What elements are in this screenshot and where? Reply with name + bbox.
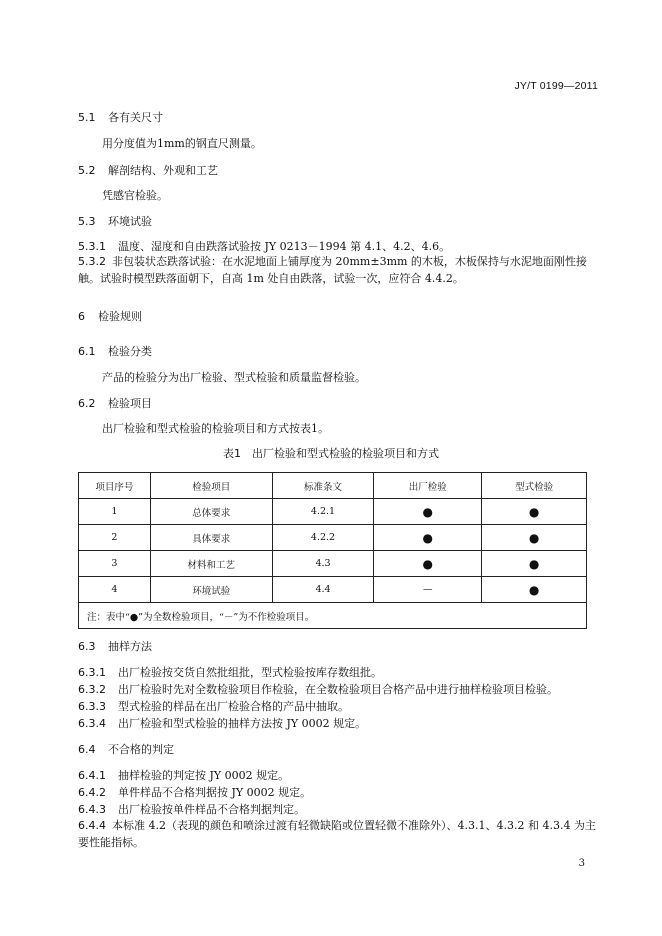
col-header: 出厂检验 [374, 473, 482, 499]
inspection-table [78, 472, 587, 629]
heading-6-3: 6.3 抽样方法 [78, 640, 152, 653]
table-row [79, 525, 587, 551]
table-cell: ● [374, 551, 482, 577]
table-cell: ● [482, 525, 587, 551]
para-5-2: 凭感官检验。 [102, 189, 168, 202]
table-cell: 4 [79, 577, 151, 603]
para-6-2: 出厂检验和型式检验的检验项目和方式按表1。 [102, 422, 329, 435]
table-cell: 1 [79, 499, 151, 525]
table-caption: 表1 出厂检验和型式检验的检验项目和方式 [223, 447, 439, 460]
clause-5-3-1: 5.3.1 温度、湿度和自由跌落试验按 JY 0213－1994 第 4.1、4.2、4.6。 [78, 240, 451, 253]
table-cell: 4.2.2 [272, 525, 374, 551]
table-header-row [79, 473, 587, 499]
col-header: 检验项目 [150, 473, 272, 499]
table-note: 注：表中“●”为全数检验项目，“－”为不作检验项目。 [79, 603, 587, 629]
table-cell: 总体要求 [150, 499, 272, 525]
table-row [79, 551, 587, 577]
heading-5-2: 5.2 解剖结构、外观和工艺 [78, 164, 218, 177]
page-number: 3 [578, 858, 585, 869]
table-cell: 环境试验 [150, 577, 272, 603]
clause-5-3-2: 5.3.2 非包装状态跌落试验：在水泥地面上铺厚度为 20mm±3mm 的木板，木板保持与水泥地面刚性接触。试验时模型跌落面朝下，自高 1m 处自由跌落，试验一次，应符合 4.4.2。 [78, 255, 587, 285]
clause-6-3-2: 6.3.2 出厂检验时先对全数检验项目作检验，在全数检验项目合格产品中进行抽样检验项目检验。 [78, 683, 558, 696]
clause-6-3-1: 6.3.1 出厂检验按交货自然批组批，型式检验按库存数组批。 [78, 666, 382, 679]
col-header: 型式检验 [482, 473, 587, 499]
col-header: 项目序号 [79, 473, 151, 499]
clause-6-4-1: 6.4.1 抽样检验的判定按 JY 0002 规定。 [78, 769, 290, 782]
heading-6-4: 6.4 不合格的判定 [78, 743, 174, 756]
table-cell: — [374, 577, 482, 603]
table-cell: 材料和工艺 [150, 551, 272, 577]
clause-6-3-3: 6.3.3 型式检验的样品在出厂检验合格的产品中抽取。 [78, 700, 349, 713]
standard-code: JY/T 0199—2011 [514, 80, 598, 92]
table-note-row [79, 603, 587, 629]
table-cell: 4.2.1 [272, 499, 374, 525]
table-cell: 4.3 [272, 551, 374, 577]
clause-6-4-4: 6.4.4 本标准 4.2（表现的颜色和喷涂过渡有轻微缺陷或位置轻微不准除外）、4.3.1、4.3.2 和 4.3.4 为主要性能指标。 [78, 819, 596, 849]
heading-6: 6 检验规则 [78, 310, 142, 323]
table-cell: 4.4 [272, 577, 374, 603]
table-row [79, 499, 587, 525]
heading-5-3: 5.3 环境试验 [78, 215, 152, 228]
table-cell: ● [374, 499, 482, 525]
heading-6-2: 6.2 检验项目 [78, 397, 152, 410]
table-cell: ● [374, 525, 482, 551]
para-6-1: 产品的检验分为出厂检验、型式检验和质量监督检验。 [102, 371, 366, 384]
heading-6-1: 6.1 检验分类 [78, 345, 152, 358]
para-5-1: 用分度值为1mm的钢直尺测量。 [102, 137, 262, 150]
col-header: 标准条文 [272, 473, 374, 499]
table-cell: 3 [79, 551, 151, 577]
clause-6-4-3: 6.4.3 出厂检验按单件样品不合格判据判定。 [78, 803, 305, 816]
table-cell: ● [482, 551, 587, 577]
table-row [79, 577, 587, 603]
table-cell: 具体要求 [150, 525, 272, 551]
table-cell: ● [482, 577, 587, 603]
clause-6-4-2: 6.4.2 单件样品不合格判据按 JY 0002 规定。 [78, 786, 312, 799]
table-cell: ● [482, 499, 587, 525]
clause-6-3-4: 6.3.4 出厂检验和型式检验的抽样方法按 JY 0002 规定。 [78, 717, 367, 730]
table-cell: 2 [79, 525, 151, 551]
heading-5-1: 5.1 各有关尺寸 [78, 111, 163, 124]
